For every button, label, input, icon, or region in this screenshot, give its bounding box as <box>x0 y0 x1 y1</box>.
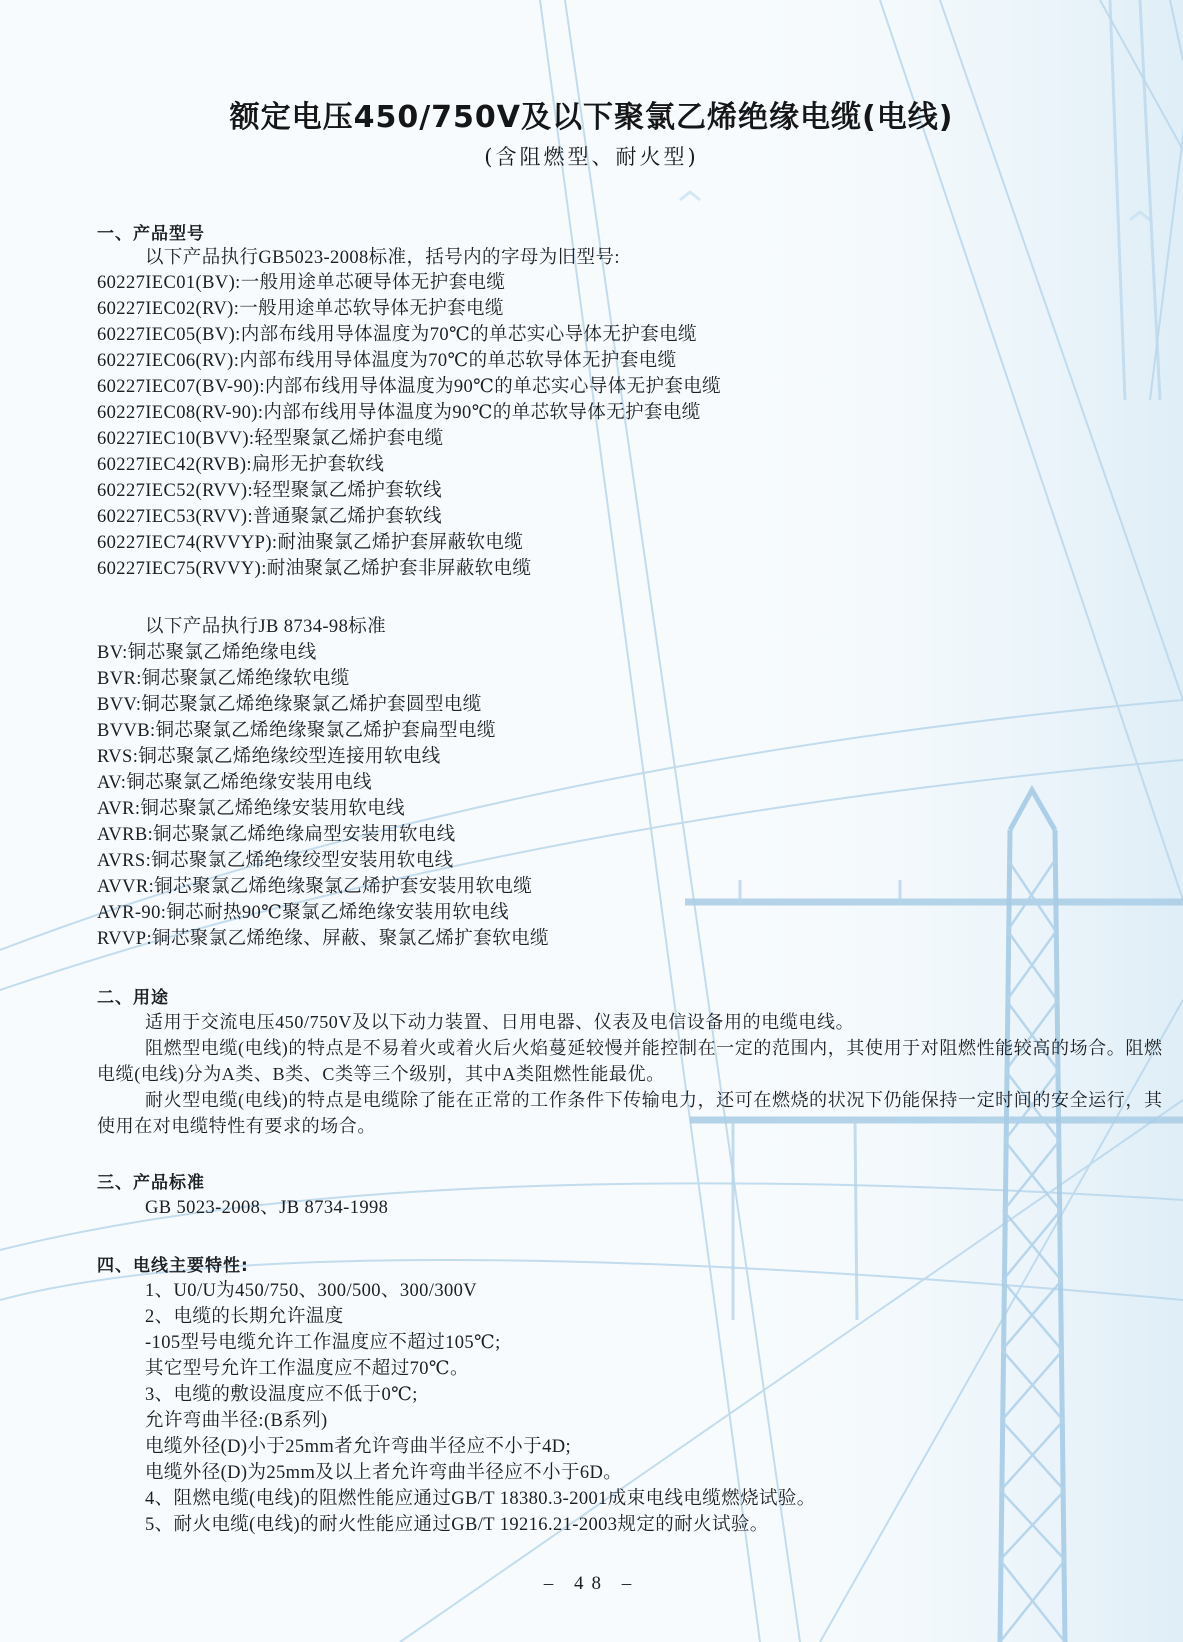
page-title: 额定电压450/750V及以下聚氯乙烯绝缘电缆(电线) <box>229 100 954 135</box>
section-heading-standards: 三、产品标准 <box>97 1173 205 1193</box>
jb-model-item: AVR-90:铜芯耐热90℃聚氯乙烯绝缘安装用软电线 <box>97 903 510 923</box>
gb-model-item: 60227IEC05(BV):内部布线用导体温度为70℃的单芯实心导体无护套电缆 <box>97 325 697 345</box>
jb-model-item: BV:铜芯聚氯乙烯绝缘电线 <box>97 643 317 663</box>
characteristic-line: 2、电缆的长期允许温度 <box>145 1307 344 1327</box>
jb-model-item: AVRB:铜芯聚氯乙烯绝缘扁型安装用软电线 <box>97 825 456 845</box>
gb-model-item: 60227IEC08(RV-90):内部布线用导体温度为90℃的单芯软导体无护套电缆 <box>97 403 701 423</box>
jb-model-item: RVS:铜芯聚氯乙烯绝缘绞型连接用软电线 <box>97 747 441 767</box>
fire-resistant-paragraph: 耐火型电缆(电线)的特点是电缆除了能在正常的工作条件下传输电力，还可在燃烧的状况下仍能保持一定时间的安全运行，其使用在对电缆特性有要求的场合。 <box>97 1090 1163 1136</box>
characteristic-line: 3、电缆的敷设温度应不低于0℃; <box>145 1385 418 1405</box>
jb-model-item: BVR:铜芯聚氯乙烯绝缘软电缆 <box>97 669 350 689</box>
page-subtitle: (含阻燃型、耐火型) <box>484 145 699 169</box>
jb-model-item: BVVB:铜芯聚氯乙烯绝缘聚氯乙烯护套扁型电缆 <box>97 721 496 741</box>
gb-standard-intro: 以下产品执行GB5023-2008标准，括号内的字母为旧型号: <box>145 248 620 268</box>
section-heading-product-models: 一、产品型号 <box>97 224 205 244</box>
jb-model-item: AVRS:铜芯聚氯乙烯绝缘绞型安装用软电线 <box>97 851 454 871</box>
characteristic-line: 其它型号允许工作温度应不超过70℃。 <box>145 1359 469 1379</box>
characteristic-line: 电缆外径(D)为25mm及以上者允许弯曲半径应不小于6D。 <box>145 1463 623 1483</box>
jb-model-item: AV:铜芯聚氯乙烯绝缘安装用电线 <box>97 773 373 793</box>
characteristic-line: 5、耐火电缆(电线)的耐火性能应通过GB/T 19216.21-2003规定的耐火试验。 <box>145 1515 769 1535</box>
jb-model-item: AVVR:铜芯聚氯乙烯绝缘聚氯乙烯护套安装用软电缆 <box>97 877 533 897</box>
jb-model-item: RVVP:铜芯聚氯乙烯绝缘、屏蔽、聚氯乙烯扩套软电缆 <box>97 929 549 949</box>
characteristic-line: 电缆外径(D)小于25mm者允许弯曲半径应不小于4D; <box>145 1437 572 1457</box>
gb-model-item: 60227IEC74(RVVYP):耐油聚氯乙烯护套屏蔽软电缆 <box>97 533 524 553</box>
characteristic-line: 1、U0/U为450/750、300/500、300/300V <box>145 1281 478 1301</box>
jb-model-item: AVR:铜芯聚氯乙烯绝缘安装用软电线 <box>97 799 406 819</box>
gb-model-item: 60227IEC07(BV-90):内部布线用导体温度为90℃的单芯实心导体无护套电缆 <box>97 377 722 397</box>
characteristic-line: 4、阻燃电缆(电线)的阻燃性能应通过GB/T 18380.3-2001成束电线电缆燃烧试验。 <box>145 1489 816 1509</box>
page-number: – 48 – <box>543 1573 640 1594</box>
gb-model-item: 60227IEC52(RVV):轻型聚氯乙烯护套软线 <box>97 481 442 501</box>
characteristic-line: -105型号电缆允许工作温度应不超过105℃; <box>145 1333 501 1353</box>
flame-retardant-paragraph: 阻燃型电缆(电线)的特点是不易着火或着火后火焰蔓延较慢并能控制在一定的范围内，其使用于对阻燃性能较高的场合。阻燃电缆(电线)分为A类、B类、C类等三个级别，其中A类阻燃性能最优。 <box>97 1038 1163 1084</box>
gb-model-item: 60227IEC42(RVB):扁形无护套软线 <box>97 455 385 475</box>
section-heading-applications: 二、用途 <box>97 988 169 1008</box>
section-heading-characteristics: 四、电线主要特性: <box>97 1256 249 1276</box>
gb-model-item: 60227IEC75(RVVY):耐油聚氯乙烯护套非屏蔽软电缆 <box>97 559 532 579</box>
jb-standard-intro: 以下产品执行JB 8734-98标准 <box>145 617 387 637</box>
standards-list: GB 5023-2008、JB 8734-1998 <box>145 1198 389 1218</box>
characteristic-line: 允许弯曲半径:(B系列) <box>145 1411 328 1431</box>
gb-model-item: 60227IEC06(RV):内部布线用导体温度为70℃的单芯软导体无护套电缆 <box>97 351 677 371</box>
gb-model-item: 60227IEC10(BVV):轻型聚氯乙烯护套电缆 <box>97 429 444 449</box>
jb-model-item: BVV:铜芯聚氯乙烯绝缘聚氯乙烯护套圆型电缆 <box>97 695 482 715</box>
gb-model-item: 60227IEC01(BV):一般用途单芯硬导体无护套电缆 <box>97 273 506 293</box>
gb-model-item: 60227IEC53(RVV):普通聚氯乙烯护套软线 <box>97 507 442 527</box>
gb-model-item: 60227IEC02(RV):一般用途单芯软导体无护套电缆 <box>97 299 504 319</box>
applications-paragraph: 适用于交流电压450/750V及以下动力装置、日用电器、仪表及电信设备用的电缆电线。 <box>145 1012 855 1032</box>
